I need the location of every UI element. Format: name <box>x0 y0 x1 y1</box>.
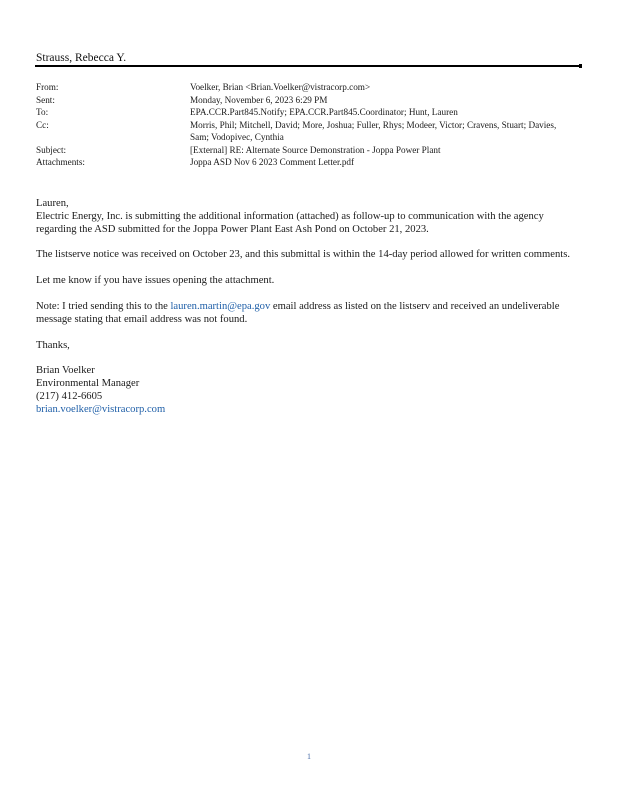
page-number: 1 <box>307 752 311 761</box>
header-label: Subject: <box>36 144 67 155</box>
header-divider <box>35 65 582 67</box>
signature-title: Environmental Manager <box>36 378 140 390</box>
attachment-link[interactable]: Joppa ASD Nov 6 2023 Comment Letter.pdf <box>190 157 355 167</box>
email-body <box>36 198 576 417</box>
body-paragraph-3: Let me know if you have issues opening the attachment. <box>36 275 275 287</box>
header-row-attachments <box>36 156 576 169</box>
signature-name: Brian Voelker <box>36 365 95 377</box>
header-row-cc <box>36 119 576 144</box>
header-label: Attachments: <box>36 157 85 167</box>
signature-email-link[interactable]: brian.voelker@vistracorp.com <box>36 403 166 415</box>
body-paragraph-2: The listserve notice was received on October 23, and this submittal is within the 14-day period allowed for written comments. <box>36 249 570 261</box>
signature-phone: (217) 412-6605 <box>36 390 103 402</box>
header-row-subject <box>36 144 576 157</box>
email-headers <box>36 81 576 169</box>
email-link-epa[interactable]: lauren.martin@epa.gov <box>170 300 271 312</box>
header-row-from <box>36 81 576 94</box>
header-row-sent <box>36 94 576 107</box>
header-label: To: <box>36 107 49 117</box>
signature-block <box>36 365 576 416</box>
printer-name: Strauss, Rebecca Y. <box>36 52 127 64</box>
header-value-subject: [External] RE: Alternate Source Demonstration - Joppa Power Plant <box>190 144 441 155</box>
body-paragraph-1: Electric Energy, Inc. is submitting the additional information (attached) as follow-up to communication with the agency regarding the ASD submitted for the Joppa Power Plant East Ash Pond on October 21, 2023. <box>36 210 544 235</box>
header-value-sent: Monday, November 6, 2023 6:29 PM <box>190 94 328 105</box>
note-text-after: email address as listed on the listserv and received an undeliverable message stating that email address was not found. <box>36 300 560 325</box>
header-label: From: <box>36 82 59 92</box>
header-label: Sent: <box>36 94 55 105</box>
note-paragraph <box>36 301 576 327</box>
greeting: Lauren, <box>36 198 69 209</box>
closing: Thanks, <box>36 339 70 351</box>
header-value-cc: Morris, Phil; Mitchell, David; More, Joshua; Fuller, Rhys; Modeer, Victor; Cravens, Stuart; Davies, Sam; Vodopivec, Cynthia <box>190 119 557 142</box>
header-value-from: Voelker, Brian <Brian.Voelker@vistracorp.com> <box>190 82 371 92</box>
note-text-before: Note: I tried sending this to the <box>36 300 171 312</box>
header-row-to <box>36 106 576 119</box>
header-value-to: EPA.CCR.Part845.Notify; EPA.CCR.Part845.Coordinator; Hunt, Lauren <box>190 107 458 117</box>
header-label: Cc: <box>36 119 49 130</box>
